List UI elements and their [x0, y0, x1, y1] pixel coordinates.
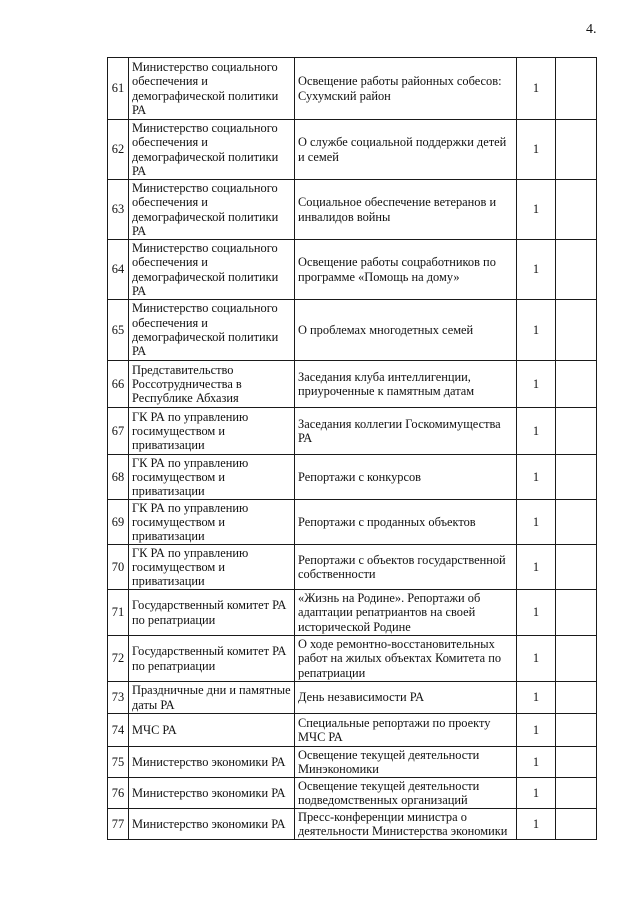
row-number-cell: 68	[108, 455, 129, 500]
table-row	[108, 500, 597, 545]
organization-cell: Министерство социального обеспечения и демографической политики РА	[129, 300, 295, 361]
table-row	[108, 455, 597, 500]
topic-cell: Освещение текущей деятельности подведомственных организаций	[295, 778, 517, 809]
quantity-cell: 1	[517, 240, 556, 300]
quantity-cell: 1	[517, 636, 556, 682]
blank-cell	[556, 545, 597, 590]
blank-cell	[556, 180, 597, 240]
organization-cell: Министерство социального обеспечения и демографической политики РА	[129, 58, 295, 120]
blank-cell	[556, 636, 597, 682]
row-number-cell: 75	[108, 747, 129, 778]
topic-cell: Социальное обеспечение ветеранов и инвалидов войны	[295, 180, 517, 240]
row-number-cell: 63	[108, 180, 129, 240]
row-number-cell: 70	[108, 545, 129, 590]
table-row	[108, 120, 597, 180]
blank-cell	[556, 682, 597, 714]
organization-cell: ГК РА по управлению госимуществом и приватизации	[129, 545, 295, 590]
organization-cell: Министерство экономики РА	[129, 809, 295, 840]
blank-cell	[556, 300, 597, 361]
organization-cell: Министерство экономики РА	[129, 778, 295, 809]
table-row	[108, 361, 597, 408]
topic-cell: Заседания коллегии Госкомимущества РА	[295, 408, 517, 455]
topic-cell: День независимости РА	[295, 682, 517, 714]
quantity-cell: 1	[517, 545, 556, 590]
row-number-cell: 72	[108, 636, 129, 682]
organization-cell: МЧС РА	[129, 714, 295, 747]
table-row	[108, 545, 597, 590]
quantity-cell: 1	[517, 809, 556, 840]
table-row	[108, 747, 597, 778]
blank-cell	[556, 120, 597, 180]
blank-cell	[556, 778, 597, 809]
quantity-cell: 1	[517, 747, 556, 778]
program-table	[107, 57, 597, 840]
row-number-cell: 62	[108, 120, 129, 180]
table-row	[108, 590, 597, 636]
row-number-cell: 61	[108, 58, 129, 120]
blank-cell	[556, 240, 597, 300]
organization-cell: Праздничные дни и памятные даты РА	[129, 682, 295, 714]
quantity-cell: 1	[517, 778, 556, 809]
row-number-cell: 65	[108, 300, 129, 361]
table-row	[108, 778, 597, 809]
topic-cell: Освещение работы соцработников по программе «Помощь на дому»	[295, 240, 517, 300]
blank-cell	[556, 714, 597, 747]
row-number-cell: 74	[108, 714, 129, 747]
topic-cell: Репортажи с проданных объектов	[295, 500, 517, 545]
table-row	[108, 180, 597, 240]
topic-cell: О ходе ремонтно-восстановительных работ на жилых объектах Комитета по репатриации	[295, 636, 517, 682]
blank-cell	[556, 500, 597, 545]
organization-cell: Государственный комитет РА по репатриации	[129, 636, 295, 682]
organization-cell: Министерство социального обеспечения и демографической политики РА	[129, 120, 295, 180]
quantity-cell: 1	[517, 714, 556, 747]
topic-cell: О проблемах многодетных семей	[295, 300, 517, 361]
row-number-cell: 67	[108, 408, 129, 455]
quantity-cell: 1	[517, 455, 556, 500]
blank-cell	[556, 361, 597, 408]
organization-cell: ГК РА по управлению госимуществом и приватизации	[129, 500, 295, 545]
organization-cell: Представительство Россотрудничества в Республике Абхазия	[129, 361, 295, 408]
organization-cell: ГК РА по управлению госимуществом и приватизации	[129, 455, 295, 500]
blank-cell	[556, 58, 597, 120]
organization-cell: Министерство экономики РА	[129, 747, 295, 778]
blank-cell	[556, 590, 597, 636]
organization-cell: ГК РА по управлению госимуществом и приватизации	[129, 408, 295, 455]
row-number-cell: 64	[108, 240, 129, 300]
topic-cell: Освещение текущей деятельности Минэкономики	[295, 747, 517, 778]
blank-cell	[556, 809, 597, 840]
row-number-cell: 73	[108, 682, 129, 714]
quantity-cell: 1	[517, 500, 556, 545]
quantity-cell: 1	[517, 682, 556, 714]
topic-cell: Специальные репортажи по проекту МЧС РА	[295, 714, 517, 747]
row-number-cell: 69	[108, 500, 129, 545]
table-body	[108, 58, 597, 840]
blank-cell	[556, 747, 597, 778]
table-row	[108, 240, 597, 300]
row-number-cell: 71	[108, 590, 129, 636]
organization-cell: Министерство социального обеспечения и демографической политики РА	[129, 240, 295, 300]
table-row	[108, 58, 597, 120]
quantity-cell: 1	[517, 120, 556, 180]
quantity-cell: 1	[517, 408, 556, 455]
row-number-cell: 77	[108, 809, 129, 840]
blank-cell	[556, 408, 597, 455]
blank-cell	[556, 455, 597, 500]
quantity-cell: 1	[517, 58, 556, 120]
quantity-cell: 1	[517, 180, 556, 240]
organization-cell: Государственный комитет РА по репатриации	[129, 590, 295, 636]
table-row	[108, 809, 597, 840]
topic-cell: Пресс-конференции министра о деятельности Министерства экономики	[295, 809, 517, 840]
table-row	[108, 408, 597, 455]
quantity-cell: 1	[517, 361, 556, 408]
topic-cell: Заседания клуба интеллигенции, приуроченные к памятным датам	[295, 361, 517, 408]
table-row	[108, 300, 597, 361]
table-row	[108, 714, 597, 747]
topic-cell: Репортажи с конкурсов	[295, 455, 517, 500]
topic-cell: О службе социальной поддержки детей и семей	[295, 120, 517, 180]
topic-cell: Освещение работы районных собесов: Сухумский район	[295, 58, 517, 120]
table-row	[108, 682, 597, 714]
topic-cell: Репортажи с объектов государственной собственности	[295, 545, 517, 590]
row-number-cell: 76	[108, 778, 129, 809]
organization-cell: Министерство социального обеспечения и демографической политики РА	[129, 180, 295, 240]
table-row	[108, 636, 597, 682]
quantity-cell: 1	[517, 590, 556, 636]
page-number: 4.	[586, 22, 597, 37]
row-number-cell: 66	[108, 361, 129, 408]
quantity-cell: 1	[517, 300, 556, 361]
topic-cell: «Жизнь на Родине». Репортажи об адаптации репатриантов на своей исторической Родине	[295, 590, 517, 636]
